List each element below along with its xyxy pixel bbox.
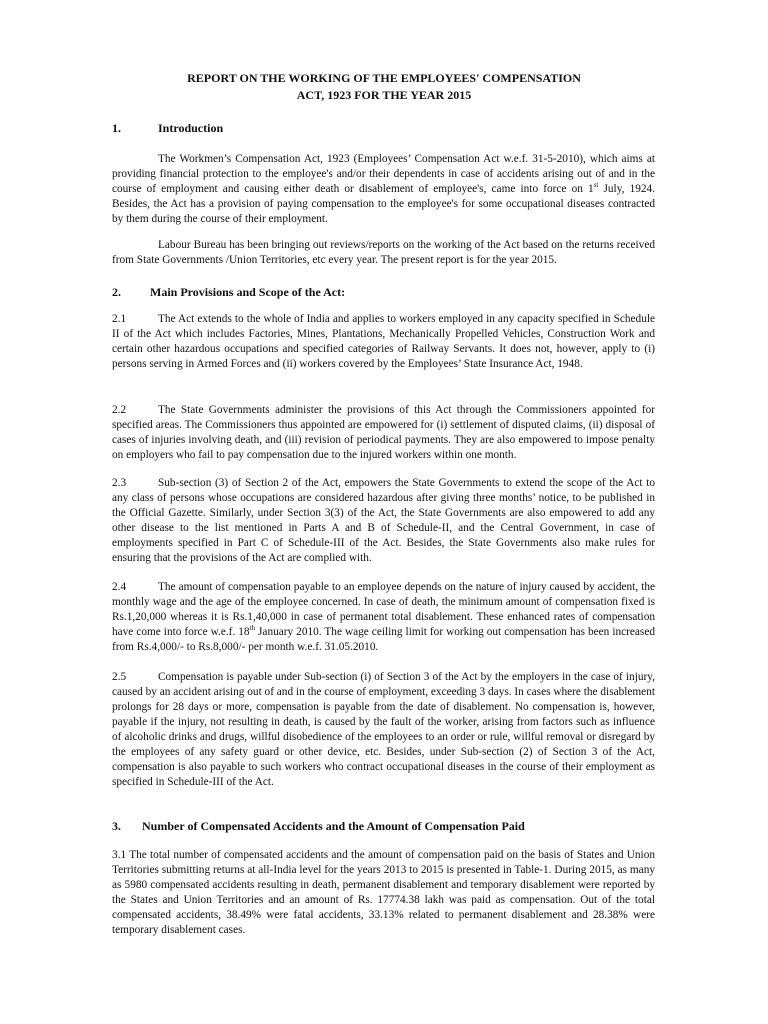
paragraph-text: The Workmen’s Compensation Act, 1923 (Employees’ Compensation Act w.e.f. 31-5-2010), which aims at providing financial protection to the employee's and/or their dependents in case of accidents arising out of and in the course of employment and causing either death or disablement of employee's, came into force on 1 [112, 153, 655, 195]
paragraph-text: The Act extends to the whole of India and applies to workers employed in any capacity specified in Schedule II of the Act which includes Factories, Mines, Plantations, Mechanically Propelled Vehicles, Construction Work and certain other hazardous occupations and specified categories of Railway Servants. It does not, however, apply to (i) persons serving in Armed Forces and (ii) workers covered by the Employees’ State Insurance Act, 1948. [112, 313, 655, 370]
section-1-paragraph-1 [112, 152, 655, 227]
paragraph-text: The amount of compensation payable to an employee depends on the nature of injury caused by accident, the monthly wage and the age of the employee concerned. In case of death, the minimum amount of compensation fixed is Rs.1,20,000 whereas it is Rs.1,40,000 in case of permanent total disablement. These enhanced rates of compensation have come into force w.e.f. 18 [112, 581, 655, 638]
ordinal-suffix: th [249, 624, 256, 633]
report-title-line-1: REPORT ON THE WORKING OF THE EMPLOYEES' COMPENSATION [187, 71, 581, 85]
paragraph-2-4 [112, 580, 655, 655]
section-1-paragraph-2: Labour Bureau has been bringing out reviews/reports on the working of the Act based on the returns received from State Governments /Union Territories, etc every year. The present report is for the year 2015. [112, 239, 655, 266]
paragraph-text: Compensation is payable under Sub-section (i) of Section 3 of the Act by the employers in the case of injury, caused by an accident arising out of and in the course of employment, exceeding 3 days. In cases where the disablement prolongs for 28 days or more, compensation is payable from the date of disablement. No compensation is, however, payable if the injury, not resulting in death, is caused by the fault of the worker, arising from factors such as influence of alcoholic drinks and drugs, willful disobedience of the employees to an order or rule, willful removal or disregard by the employees of any safety guard or other device, etc. Besides, under Sub-section (2) of Section 3 of the Act, compensation is also payable to such workers who contract occupational diseases in the course of their employment as specified in Schedule-III of the Act. [112, 671, 655, 788]
section-3-title: Number of Compensated Accidents and the Amount of Compensation Paid [142, 819, 525, 833]
paragraph-number: 2.2 [112, 404, 127, 416]
paragraph-2-5 [112, 670, 655, 790]
paragraph-2-1 [112, 312, 655, 372]
paragraph-text: The State Governments administer the provisions of this Act through the Commissioners appointed for specified areas. The Commissioners thus appointed are empowered for (i) settlement of disputed claims, (ii) disposal of cases of injuries involving death, and (iii) revision of periodical payments. They are also empowered to impose penalty on employers who fail to pay compensation due to the injured workers within one month. [112, 404, 655, 461]
section-2-title: Main Provisions and Scope of the Act: [150, 285, 346, 299]
report-title [112, 70, 656, 104]
section-2-number: 2. [112, 285, 121, 299]
paragraph-number: 2.1 [112, 313, 127, 325]
section-1-title: Introduction [158, 121, 224, 135]
ordinal-suffix: st [593, 181, 599, 190]
paragraph-3-1: 3.1 The total number of compensated accidents and the amount of compensation paid on the basis of States and Union Territories submitting returns at all-India level for the years 2013 to 2015 is presented in Table-1. During 2015, as many as 5980 compensated accidents resulting in death, permanent disablement and temporary disablement were reported by the States and Union Territories and an amount of Rs. 17774.38 lakh was paid as compensation. Out of the total compensated accidents, 38.49% were fatal accidents, 33.13% related to permanent disablement and 28.38% were temporary disablement cases. [112, 849, 655, 936]
paragraph-2-3 [112, 476, 655, 566]
paragraph-text: January 2010. The wage ceiling limit for working out compensation has been increased from Rs.4,000/- to Rs.8,000/- per month w.e.f. 31.05.2010. [112, 626, 655, 653]
report-title-line-2: ACT, 1923 FOR THE YEAR 2015 [296, 88, 472, 102]
paragraph-2-2 [112, 403, 655, 463]
paragraph-text: July, 1924. Besides, the Act has a provision of paying compensation to the employee's for some occupational diseases contracted by them during the course of their employment. [112, 183, 655, 225]
paragraph-number: 2.4 [112, 581, 127, 593]
paragraph-number: 2.3 [112, 477, 127, 489]
section-3-heading [112, 819, 525, 834]
section-1-number: 1. [112, 121, 121, 135]
paragraph-text: Sub-section (3) of Section 2 of the Act, empowers the State Governments to extend the scope of the Act to any class of persons whose occupations are considered hazardous after giving three months’ notice, to be published in the Official Gazette. Similarly, under Section 3(3) of the Act, the State Governments are also empowered to add any other disease to the list mentioned in Parts A and B of Schedule-II, and the Central Government, in case of employments specified in Part C of Schedule-III of the Act. Besides, the State Governments also make rules for ensuring that the provisions of the Act are complied with. [112, 477, 655, 564]
section-2-heading [112, 285, 345, 300]
section-3-number: 3. [112, 819, 121, 833]
paragraph-number: 2.5 [112, 671, 127, 683]
section-1-heading [112, 121, 223, 136]
